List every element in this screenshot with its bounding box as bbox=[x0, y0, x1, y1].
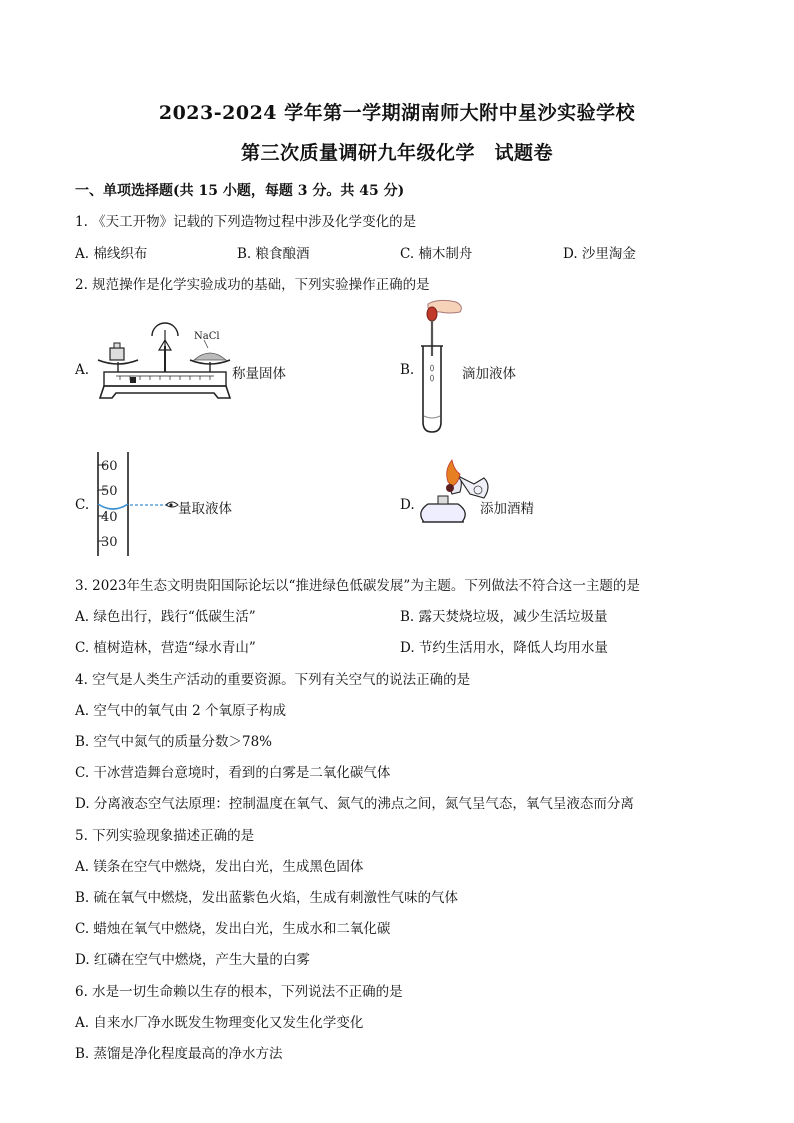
q5-option-a: A. 镁条在空气中燃烧，发出白光，生成黑色固体 bbox=[75, 859, 364, 875]
q2-stem: 2. 规范操作是化学实验成功的基础，下列实验操作正确的是 bbox=[75, 277, 430, 293]
q2-option-d-letter: D. bbox=[400, 497, 415, 513]
cylinder-tick-40: 40 bbox=[101, 510, 118, 525]
q5-option-d: D. 红磷在空气中燃烧，产生大量的白雾 bbox=[75, 952, 310, 968]
q6-stem: 6. 水是一切生命赖以生存的根本，下列说法不正确的是 bbox=[75, 984, 403, 1000]
q4-stem: 4. 空气是人类生产活动的重要资源。下列有关空气的说法正确的是 bbox=[75, 672, 471, 688]
q5-option-c: C. 蜡烛在氧气中燃烧，发出白光，生成水和二氧化碳 bbox=[75, 921, 391, 937]
q3-option-c: C. 植树造林，营造“绿水青山” bbox=[75, 640, 256, 656]
cylinder-tick-30: 30 bbox=[101, 535, 118, 550]
q2-option-d-caption: 添加酒精 bbox=[480, 501, 534, 517]
q4-option-a: A. 空气中的氧气由 2 个氧原子构成 bbox=[75, 703, 287, 719]
q1-option-c: C. 楠木制舟 bbox=[400, 246, 473, 262]
q4-option-b: B. 空气中氮气的质量分数＞78% bbox=[75, 734, 273, 750]
q6-option-a: A. 自来水厂净水既发生物理变化又发生化学变化 bbox=[75, 1015, 364, 1031]
q2-option-b-letter: B. bbox=[400, 362, 415, 378]
q1-option-a: A. 棉线织布 bbox=[75, 246, 148, 262]
q2-option-b-caption: 滴加液体 bbox=[462, 366, 516, 382]
q4-option-c: C. 干冰营造舞台意境时，看到的白雾是二氧化碳气体 bbox=[75, 765, 391, 781]
q1-option-d: D. 沙里淘金 bbox=[563, 246, 636, 262]
q2-option-c-letter: C. bbox=[75, 497, 90, 513]
dropper-figure bbox=[410, 298, 470, 440]
q1-option-b: B. 粮食酿酒 bbox=[237, 246, 310, 262]
balance-figure bbox=[90, 318, 240, 413]
cylinder-tick-50: 50 bbox=[101, 484, 118, 499]
q3-stem: 3. 2023年生态文明贵阳国际论坛以“推进绿色低碳发展”为主题。下列做法不符合这一主题的是 bbox=[75, 578, 640, 594]
q5-stem: 5. 下列实验现象描述正确的是 bbox=[75, 828, 255, 844]
section-heading: 一、单项选择题(共 15 小题，每题 3 分。共 45 分) bbox=[75, 183, 405, 199]
q3-option-a: A. 绿色出行，践行“低碳生活” bbox=[75, 609, 256, 625]
graduated-cylinder-figure bbox=[94, 452, 184, 556]
q3-option-b: B. 露天焚烧垃圾，减少生活垃圾量 bbox=[400, 609, 608, 625]
q4-option-d: D. 分离液态空气法原理：控制温度在氧气、氮气的沸点之间，氮气呈气态，氧气呈液态而分离 bbox=[75, 796, 634, 812]
exam-title-line1: 2023-2024 学年第一学期湖南师大附中星沙实验学校 bbox=[158, 102, 636, 124]
q5-option-b: B. 硫在氧气中燃烧，发出蓝紫色火焰，生成有刺激性气味的气体 bbox=[75, 890, 459, 906]
q6-option-b: B. 蒸馏是净化程度最高的净水方法 bbox=[75, 1046, 283, 1062]
q2-option-c-caption: 量取液体 bbox=[178, 501, 232, 517]
q2-option-a-caption: 称量固体 bbox=[232, 366, 286, 382]
cylinder-tick-60: 60 bbox=[101, 459, 118, 474]
q1-stem: 1. 《天工开物》记载的下列造物过程中涉及化学变化的是 bbox=[75, 214, 417, 230]
exam-title-line2: 第三次质量调研九年级化学 试题卷 bbox=[240, 142, 553, 164]
q2-option-a-letter: A. bbox=[75, 362, 90, 378]
q3-option-d: D. 节约生活用水，降低人均用水量 bbox=[400, 640, 608, 656]
nacl-label: NaCl bbox=[194, 331, 220, 342]
